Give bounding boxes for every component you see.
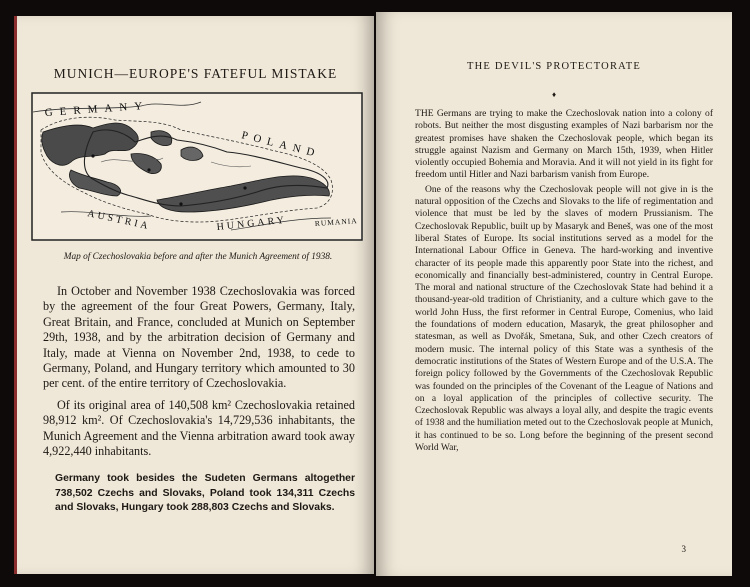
left-running-head: MUNICH—EUROPE'S FATEFUL MISTAKE	[53, 66, 338, 81]
austria-label: AUSTRIA	[86, 208, 152, 233]
hungary-label: HUNGARY	[216, 214, 288, 233]
left-paragraph: Of its original area of 140,508 km² Czechoslovakia retained 98,912 km². Of Czechoslovakia's 14,729,536 inhabitants, the Munich Agreement and the Vienna arbitration award took away 4,922,440 inhabitants.	[43, 397, 355, 459]
right-body-text	[415, 108, 713, 456]
right-page	[376, 12, 732, 576]
rumania-label: RUMANIA	[314, 216, 358, 228]
ornament-icon: ♦	[551, 90, 557, 99]
right-paragraph: THE Germans are trying to make the Czechoslovak nation into a colony of robots. But neither the most disgusting examples of Nazi barbarism nor the greatest promises have shaken the Czechoslovak people, which began its struggle against Nazism and Germany on March 15th, 1939, when Hitler violently occupied Bohemia and Moravia. And it will not yield in its fight for freedom until Hitler and Nazi barbarism vanish from Europe.	[415, 108, 713, 181]
bold-note: Germany took besides the Sudeten Germans altogether 738,502 Czechs and Slovaks, Poland took 134,311 Czechs and Slovaks, Hungary took 288,803 Czechs and Slovaks.	[55, 473, 355, 513]
map-caption: Map of Czechoslovakia before and after the Munich Agreement of 1938.	[63, 252, 333, 262]
right-paragraph: One of the reasons why the Czechoslovak people will not give in is the natural opposition of the Czechs and Slovaks to the life of regimentation and violence that must be led by the slaves of modern Prussianism. The Czechoslovak Republic, built up by Masaryk and Beneš, was one of the most liberal States of Europe. Its social institutions served as a model for the International Labour Office in Geneva. The hard-working and inventive character of its people made this apparently poor State into the richest, and economically and financially best-administered, country in Central Europe. The moral and national structure of the Czechoslovak State had behind it a thousand-year-old tradition of Christianity, and a culture which gave to the world John Huss, the first reformer in Central Europe, Comenius, who laid the foundations of modern education, Masaryk, the great philosopher and statesman, as well as Dvořák, Smetana, Suk, and other Czech creators of modern music. The internal policy of this State was a synthesis of the democratic institutions of the States of Western Europe and of the U.S.A. The foreign policy followed by the Governments of the Czechoslovak Republic was founded on the principles of the Covenant of the League of Nations and on a loyal application of the principles of collective security. The Czechoslovak Republic was always a loyal ally, and despite the tragic events of 1938 and the humiliation meted out to the Czechoslovak people at Munich, it has continued to be so. Long before the beginning of the present second World War,	[415, 183, 713, 454]
page-number: 3	[681, 544, 686, 554]
left-body-text	[43, 284, 355, 465]
poland-label: POLAND	[240, 129, 322, 161]
left-page	[14, 16, 374, 574]
germany-label: GERMANY	[44, 99, 150, 119]
czechoslovakia-map	[31, 92, 363, 241]
right-running-head: THE DEVIL'S PROTECTORATE	[467, 61, 641, 72]
left-paragraph: In October and November 1938 Czechoslovakia was forced by the agreement of the four Great Powers, Germany, Italy, Great Britain, and France, concluded at Munich on September 29th, 1938, and by the arbitration decision of Germany and Italy, made at Vienna on November 2nd, 1938, to cede to Germany, Poland, and Hungary territory which amounted to 30 per cent. of the entire territory of Czechoslovakia.	[43, 284, 355, 391]
